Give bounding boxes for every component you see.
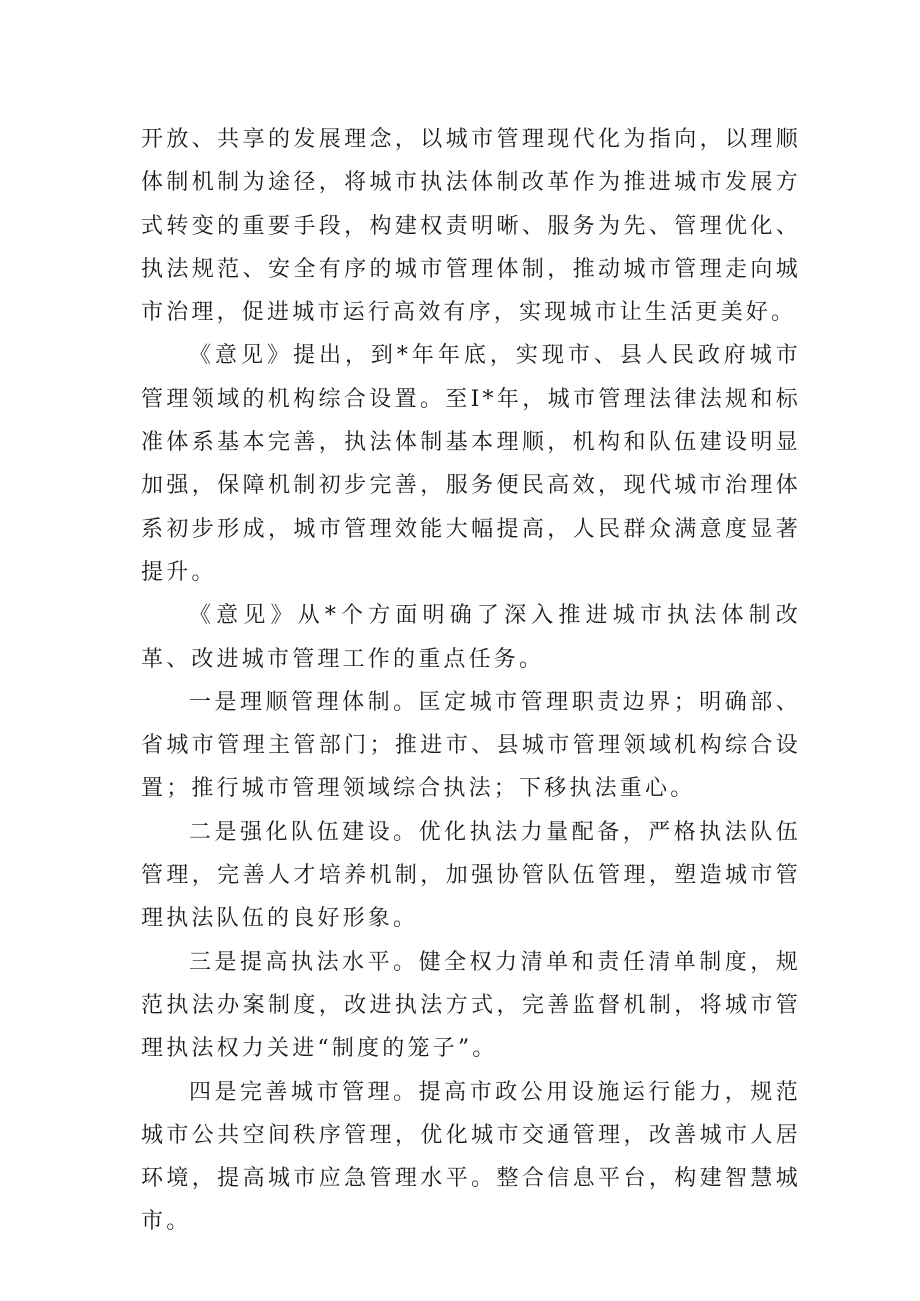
paragraph-opinion-goals: 《意见》提出，到*年年底，实现市、县人民政府城市管理领域的机构综合设置。至I*年，城市管理法律法规和标准体系基本完善，执法体制基本理顺，机构和队伍建设明显加强，保障机制初步完善，服务便民高效，现代城市治理体系初步形成，城市管理效能大幅提高，人民群众满意度显著提升。 (141, 343, 801, 585)
paragraph-task-two: 二是强化队伍建设。优化执法力量配备，严格执法队伍管理，完善人才培养机制，加强协管队伍管理，塑造城市管理执法队伍的良好形象。 (141, 819, 801, 932)
document-body (141, 118, 801, 1244)
paragraph-opinion-tasks: 《意见》从*个方面明确了深入推进城市执法体制改革、改进城市管理工作的重点任务。 (141, 603, 801, 672)
paragraph-continuation: 开放、共享的发展理念，以城市管理现代化为指向，以理顺体制机制为途径，将城市执法体制改革作为推进城市发展方式转变的重要手段，构建权责明晰、服务为先、管理优化、执法规范、安全有序的城市管理体制，推动城市管理走向城市治理，促进城市运行高效有序，实现城市让生活更美好。 (141, 127, 801, 326)
paragraph-task-one: 一是理顺管理体制。匡定城市管理职责边界；明确部、省城市管理主管部门；推进市、县城市管理领域机构综合设置；推行城市管理领域综合执法；下移执法重心。 (141, 689, 801, 802)
paragraph-task-three: 三是提高执法水平。健全权力清单和责任清单制度，规范执法办案制度，改进执法方式，完善监督机制，将城市管理执法权力关进“制度的笼子”。 (141, 949, 801, 1062)
paragraph-task-four: 四是完善城市管理。提高市政公用设施运行能力，规范城市公共空间秩序管理，优化城市交通管理，改善城市人居环境，提高城市应急管理水平。整合信息平台，构建智慧城市。 (141, 1079, 801, 1235)
